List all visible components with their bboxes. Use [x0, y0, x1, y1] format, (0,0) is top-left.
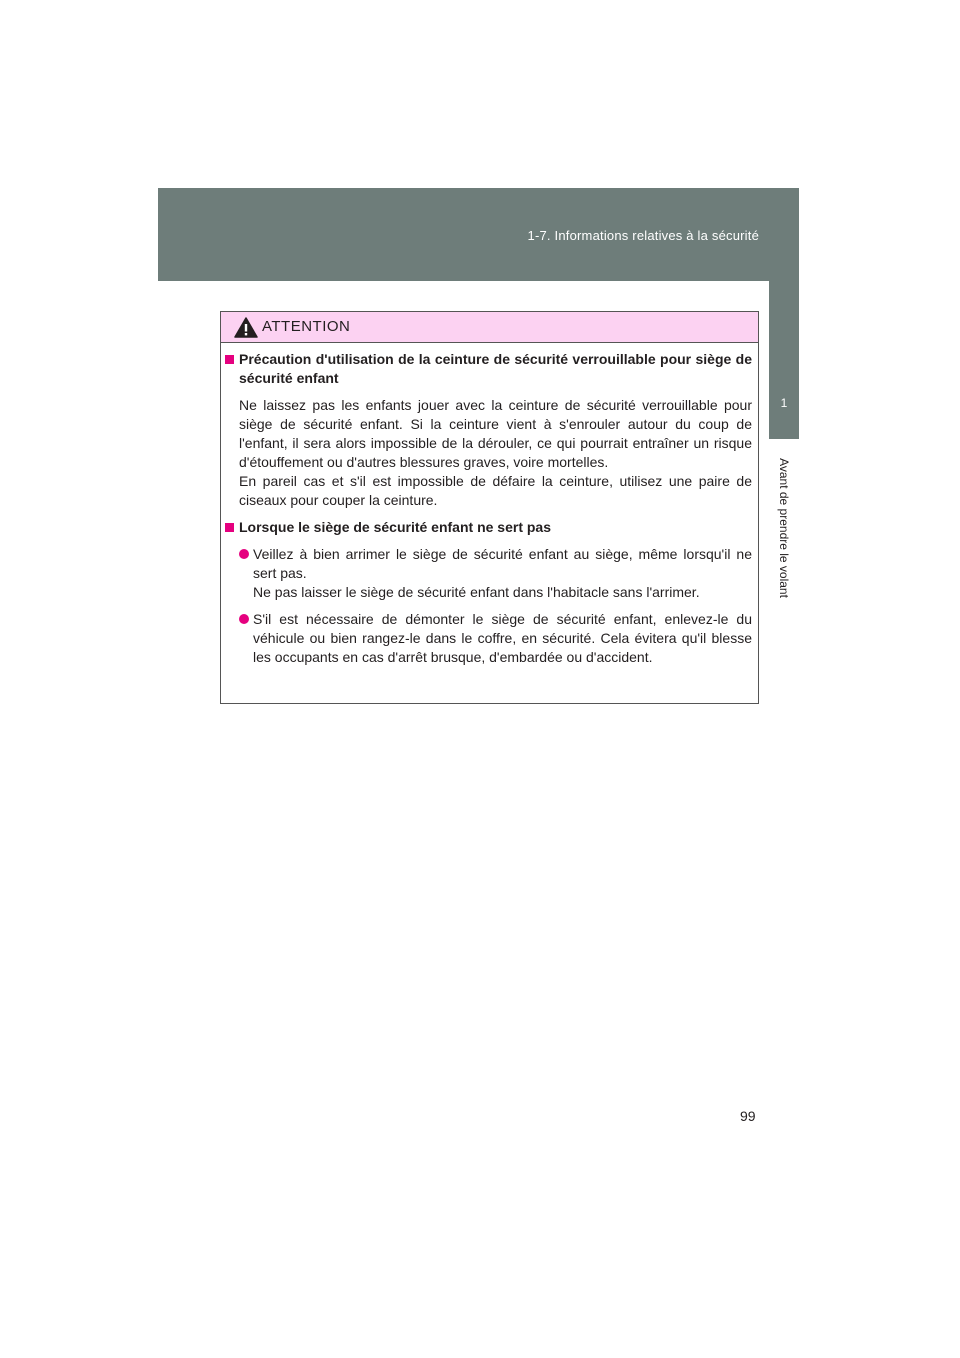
square-bullet-icon [225, 523, 234, 532]
warning-section [239, 518, 752, 667]
warning-header [221, 312, 758, 343]
circle-bullet-icon [239, 614, 249, 624]
section-title: 1-7. Informations relatives à la sécurité [527, 228, 759, 243]
section-heading: Précaution d'utilisation de la ceinture de sécurité verrouillable pour siège de sécurité enfant [239, 351, 752, 386]
section-heading: Lorsque le siège de sécurité enfant ne sert pas [239, 519, 551, 535]
bullet-text: S'il est nécessaire de démonter le siège de sécurité enfant, enlevez-le du véhicule ou bien rangez-le dans le coffre, en sécurité. Cela évitera qu'il blesse les occupants en cas d'arrêt brusque, d'embardée ou d'accident. [253, 611, 752, 665]
bullet-text: Ne pas laisser le siège de sécurité enfant dans l'habitacle sans l'arrimer. [253, 584, 700, 600]
header-band [158, 188, 799, 281]
page-number: 99 [740, 1108, 756, 1124]
bullet-item [253, 545, 752, 602]
bullet-text: Veillez à bien arrimer le siège de sécurité enfant au siège, même lorsqu'il ne sert pas. [253, 546, 752, 581]
chapter-tab [769, 281, 799, 439]
warning-box [220, 311, 759, 704]
warning-triangle-icon [234, 317, 258, 338]
chapter-label: Avant de prendre le volant [777, 458, 791, 598]
paragraph: En pareil cas et s'il est impossible de défaire la ceinture, utilisez une paire de ciseaux pour couper la ceinture. [239, 473, 752, 508]
bullet-item [253, 610, 752, 667]
warning-section [239, 350, 752, 510]
square-bullet-icon [225, 355, 234, 364]
paragraph: Ne laissez pas les enfants jouer avec la ceinture de sécurité verrouillable pour siège de sécurité enfant. Si la ceinture vient à s'enrouler autour du coup de l'enfant, il sera alors impossible de la dérouler, ce qui pourrait entraîner un risque d'étouffement ou d'autres blessures graves, voire mortelles. [239, 397, 752, 470]
circle-bullet-icon [239, 549, 249, 559]
warning-title: ATTENTION [262, 318, 351, 335]
chapter-number: 1 [780, 396, 788, 410]
warning-content [221, 350, 758, 667]
